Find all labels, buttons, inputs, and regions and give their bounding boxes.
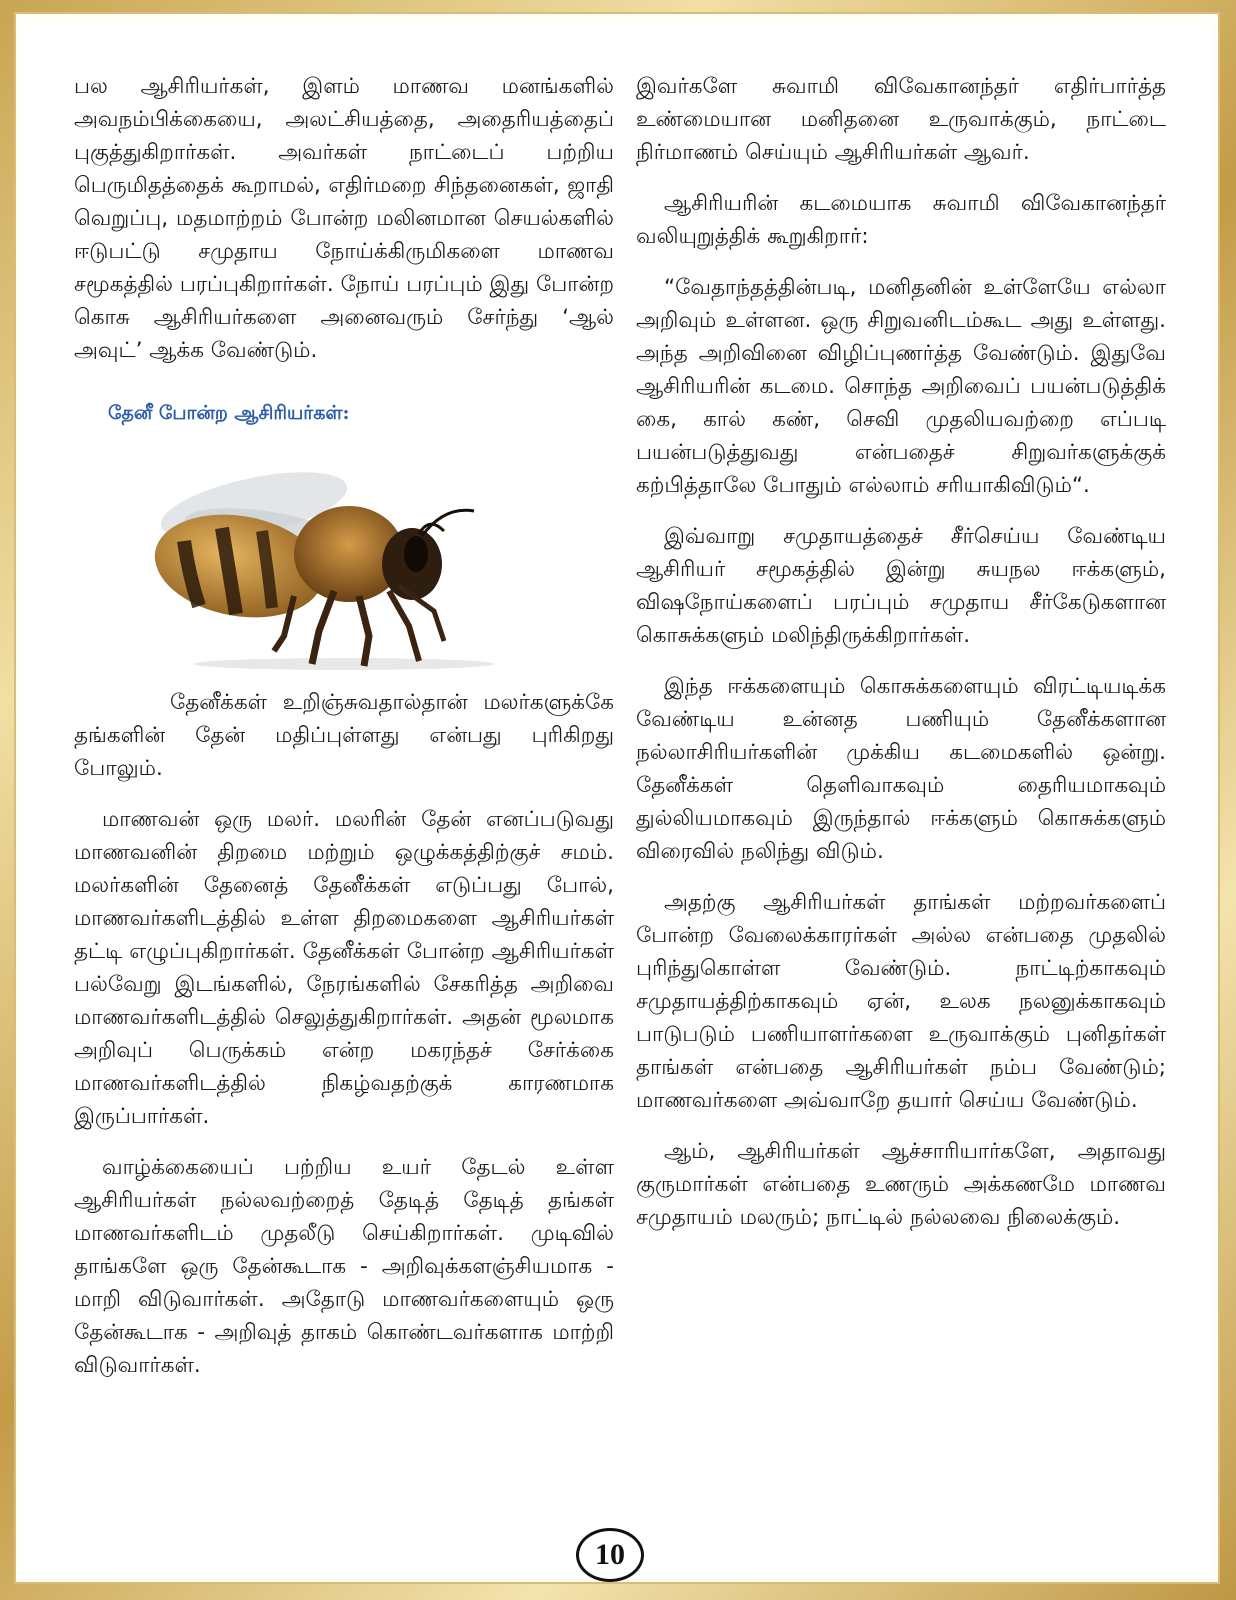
paragraph: ஆம், ஆசிரியர்கள் ஆச்சாரியார்களே, அதாவது குருமார்கள் என்பதை உணரும் அக்கணமே மாணவ சமுதாயம் மலரும்; நாட்டில் நல்லவை நிலைக்கும். [636, 1139, 1166, 1230]
right-column [636, 70, 1166, 1252]
left-column [74, 70, 614, 1400]
quote-paragraph: “வேதாந்தத்தின்படி, மனிதனின் உள்ளேயே எல்லா அறிவும் உள்ளன. ஒரு சிறுவனிடம்கூட அது உள்ளது. அந்த அறிவினை விழிப்புணர்த்த வேண்டும். இதுவே ஆசிரியரின் கடமை. சொந்த அறிவைப் பயன்படுத்திக் கை, கால் கண், செவி முதலியவற்றை எப்படி பயன்படுத்துவது என்பதைச் சிறுவர்களுக்குக் கற்பித்தாலே போதும் எல்லாம் சரியாகிவிடும்“. [636, 275, 1166, 498]
paragraph: ஆசிரியரின் கடமையாக சுவாமி விவேகானந்தர் வலியுறுத்திக் கூறுகிறார்: [636, 191, 1166, 249]
paragraph: தேனீக்கள் உறிஞ்சுவதால்தான் மலர்களுக்கே தங்களின் தேன் மதிப்புள்ளது என்பது புரிகிறது போலும். [74, 690, 614, 781]
paragraph: இந்த ஈக்களையும் கொசுக்களையும் விரட்டியடிக்க வேண்டிய உன்னத பணியும் தேனீக்களான நல்லாசிரியர்களின் முக்கிய கடமைகளில் ஒன்று. தேனீக்கள் தெளிவாகவும் தைரியமாகவும் துல்லியமாகவும் இருந்தால் ஈக்களும் கொசுக்களும் விரைவில் நலிந்து விடும். [636, 674, 1166, 864]
paragraph: அதற்கு ஆசிரியர்கள் தாங்கள் மற்றவர்களைப் போன்ற வேலைக்காரர்கள் அல்ல என்பதை முதலில் புரிந்துகொள்ள வேண்டும். நாட்டிற்காகவும் சமுதாயத்திற்காகவும் ஏன், உலக நலனுக்காகவும் பாடுபடும் பணியாளர்களை உருவாக்கும் புனிதர்கள் தாங்கள் என்பதை ஆசிரியர்கள் நம்ப வேண்டும்; மாணவர்களை அவ்வாறே தயார் செய்ய வேண்டும். [636, 890, 1166, 1113]
paragraph: இவர்களே சுவாமி விவேகானந்தர் எதிர்பார்த்த உண்மையான மனிதனை உருவாக்கும், நாட்டை நிர்மாணம் செய்யும் ஆசிரியர்கள் ஆவர். [636, 74, 1166, 165]
paragraph: இவ்வாறு சமுதாயத்தைச் சீர்செய்ய வேண்டிய ஆசிரியர் சமூகத்தில் இன்று சுயநல ஈக்களும், விஷநோய்களைப் பரப்பும் சமுதாய சீர்கேடுகளான கொசுக்களும் மலிந்திருக்கிறார்கள். [636, 524, 1166, 648]
paragraph: பல ஆசிரியர்கள், இளம் மாணவ மனங்களில் அவநம்பிக்கையை, அலட்சியத்தை, அதைரியத்தைப் புகுத்துகிறார்கள். அவர்கள் நாட்டைப் பற்றிய பெருமிதத்தைக் கூறாமல், எதிர்மறை சிந்தனைகள், ஜாதி வெறுப்பு, மதமாற்றம் போன்ற மலினமான செயல்களில் ஈடுபட்டு சமுதாய நோய்க்கிருமிகளை மாணவ சமூகத்தில் பரப்புகிறார்கள். நோய் பரப்பும் இது போன்ற கொசு ஆசிரியர்களை அனைவரும் சேர்ந்து ‘ஆல் அவுட்’ ஆக்க வேண்டும். [74, 74, 614, 363]
paragraph: வாழ்க்கையைப் பற்றிய உயர் தேடல் உள்ள ஆசிரியர்கள் நல்லவற்றைத் தேடித் தேடித் தங்கள் மாணவர்களிடம் முதலீடு செய்கிறார்கள். முடிவில் தாங்களே ஒரு தேன்கூடாக - அறிவுக்களஞ்சியமாக - மாறி விடுவார்கள். அதோடு மாணவர்களையும் ஒரு தேன்கூடாக - அறிவுத் தாகம் கொண்டவர்களாக மாற்றி விடுவார்கள். [74, 1155, 614, 1378]
paragraph: மாணவன் ஒரு மலர். மலரின் தேன் எனப்படுவது மாணவனின் திறமை மற்றும் ஒழுக்கத்திற்குச் சமம். மலர்களின் தேனைத் தேனீக்கள் எடுப்பது போல், மாணவர்களிடத்தில் உள்ள திறமைகளை ஆசிரியர்கள் தட்டி எழுப்புகிறார்கள். தேனீக்கள் போன்ற ஆசிரியர்கள் பல்வேறு இடங்களில், நேரங்களில் சேகரித்த அறிவை மாணவர்களிடத்தில் செலுத்துகிறார்கள். அதன் மூலமாக அறிவுப் பெருக்கம் என்ற மகரந்தச் சேர்க்கை மாணவர்களிடத்தில் நிகழ்வதற்குக் காரணமாக இருப்பார்கள். [74, 807, 614, 1129]
magazine-page [24, 22, 1212, 1578]
section-heading: தேனீ போன்ற ஆசிரியர்கள்: [108, 402, 350, 424]
honeybee-icon [144, 436, 524, 676]
page-number: 10 [576, 1528, 644, 1582]
bee-image [144, 436, 524, 676]
